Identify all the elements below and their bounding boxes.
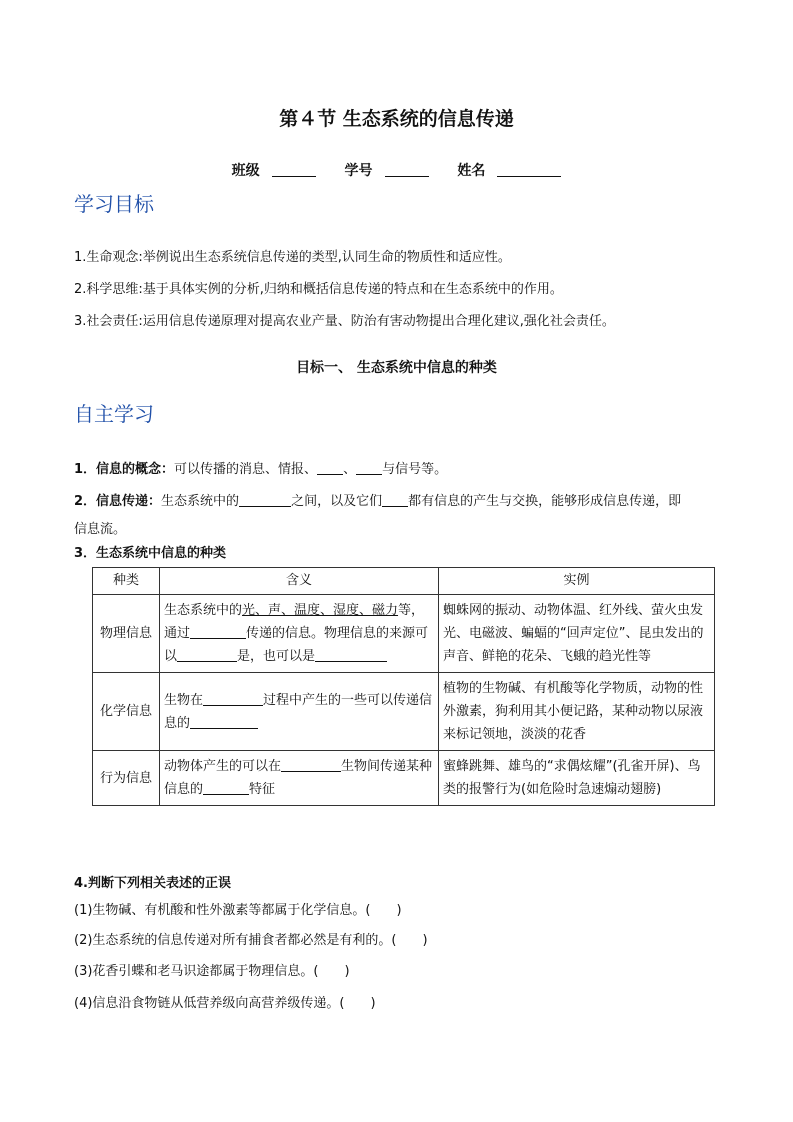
type-cell: 化学信息	[93, 673, 160, 751]
page-title: 第４节 生态系统的信息传递	[279, 108, 514, 130]
meaning-cell	[160, 595, 439, 673]
section-heading-objectives: 学习目标	[74, 192, 154, 216]
concept-2-text-c: 都有信息的产生与交换，能够形成信息传递，即	[408, 494, 682, 509]
concept-1-blank-2[interactable]	[356, 461, 382, 475]
example-cell: 蜘蛛网的振动、动物体温、红外线、萤火虫发光、电磁波、蝙蝠的“回声定位”、昆虫发出的声音、鲜艳的花朵、飞蛾的趋光性等	[439, 595, 715, 673]
meaning-blank[interactable]	[281, 758, 341, 772]
concept-2-text-b: 之间，以及它们	[291, 494, 383, 509]
example-cell: 植物的生物碱、有机酸等化学物质，动物的性外激素，狗利用其小便记路，某种动物以尿液来标记领地，淡淡的花香	[439, 673, 715, 751]
concept-2-blank-2[interactable]	[382, 493, 408, 507]
meaning-text: 生物在	[164, 692, 204, 708]
meaning-blank[interactable]	[203, 781, 249, 795]
concept-1-text-a: 可以传播的消息、情报、	[174, 462, 318, 477]
info-types-table	[92, 567, 715, 806]
concept-2-label: 2．信息传递：	[74, 494, 162, 509]
objective-1: 1.生命观念:举例说出生态系统信息传递的类型,认同生命的物质性和适应性。	[74, 250, 511, 265]
concept-1-blank-1[interactable]	[317, 461, 343, 475]
judge-heading: 4.判断下列相关表述的正误	[74, 876, 231, 891]
meaning-blank[interactable]	[203, 692, 263, 706]
name-blank[interactable]	[497, 162, 561, 177]
judge-item-3: (3)花香引蝶和老马识途都属于物理信息。( )	[74, 964, 350, 979]
header-meaning: 含义	[160, 568, 439, 595]
meaning-blank[interactable]	[177, 648, 237, 662]
concept-3-heading: 3．生态系统中信息的种类	[74, 546, 227, 561]
header-example: 实例	[439, 568, 715, 595]
meaning-underlined: 光、声、温度、湿度、磁力	[242, 603, 399, 618]
student-info-line	[0, 160, 793, 180]
meaning-text: 等，通过	[164, 603, 425, 641]
meaning-blank[interactable]	[190, 625, 246, 639]
judge-item-1: (1)生物碱、有机酸和性外激素等都属于化学信息。( )	[74, 903, 402, 918]
concept-1	[74, 461, 447, 479]
example-cell: 蜜蜂跳舞、雄鸟的“求偶炫耀”(孔雀开屏)、鸟类的报警行为(如危险时急速煽动翅膀)	[439, 751, 715, 806]
table-row	[93, 595, 715, 673]
name-label: 姓名	[457, 163, 486, 179]
class-label: 班级	[231, 163, 260, 179]
concept-2-text-d: 信息流。	[74, 522, 127, 537]
id-blank[interactable]	[385, 162, 429, 177]
meaning-text: 特征	[249, 782, 276, 797]
judge-item-2: (2)生态系统的信息传递对所有捕食者都必然是有利的。( )	[74, 933, 428, 948]
judge-item-4: (4)信息沿食物链从低营养级向高营养级传递。( )	[74, 996, 376, 1011]
table-header-row	[93, 568, 715, 595]
meaning-cell	[160, 673, 439, 751]
meaning-text: 传递的信息。物理信息的来源可以	[164, 626, 429, 664]
concept-1-sep: 、	[343, 462, 357, 477]
table-row	[93, 673, 715, 751]
meaning-cell	[160, 751, 439, 806]
meaning-text: 过程中产生的一些可以传递信息的	[164, 692, 433, 731]
section-heading-self-study: 自主学习	[74, 402, 154, 426]
concept-2-blank-1[interactable]	[239, 493, 291, 507]
type-cell: 物理信息	[93, 595, 160, 673]
concept-1-text-b: 与信号等。	[382, 462, 448, 477]
objective-3: 3.社会责任:运用信息传递原理对提高农业产量、防治有害动物提出合理化建议,强化社会责任。	[74, 314, 615, 329]
meaning-text: 生物间传递某种信息的	[164, 759, 433, 797]
header-type: 种类	[93, 568, 160, 595]
type-cell: 行为信息	[93, 751, 160, 806]
meaning-blank[interactable]	[190, 715, 258, 729]
concept-2	[74, 488, 734, 544]
objective-2: 2.科学思维:基于具体实例的分析,归纳和概括信息传递的特点和在生态系统中的作用。	[74, 282, 563, 297]
table-row	[93, 751, 715, 806]
concept-2-text-a: 生态系统中的	[161, 494, 240, 509]
meaning-text: 生态系统中的	[164, 603, 243, 618]
meaning-blank[interactable]	[315, 648, 387, 662]
concept-1-label: 1．信息的概念：	[74, 462, 175, 477]
goal-one-heading: 目标一、 生态系统中信息的种类	[296, 360, 497, 376]
id-label: 学号	[344, 163, 373, 179]
meaning-text: 是，也可以是	[237, 649, 316, 664]
class-blank[interactable]	[272, 162, 316, 177]
meaning-text: 动物体产生的可以在	[164, 759, 282, 774]
